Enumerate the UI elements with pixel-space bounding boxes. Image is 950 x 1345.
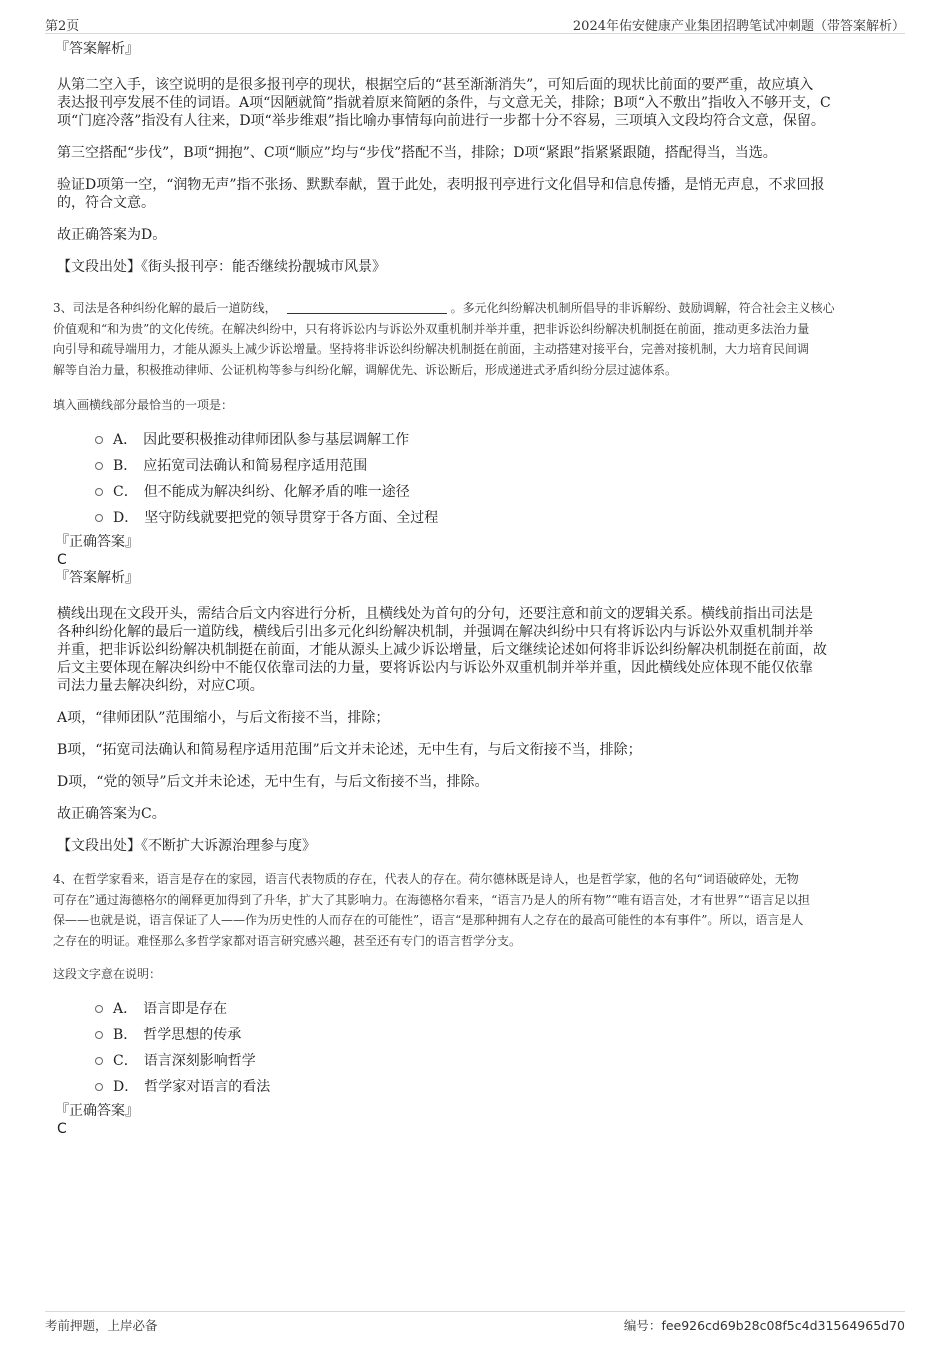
option-text: 应拓宽司法确认和简易程序适用范围 <box>143 458 368 474</box>
radio-icon[interactable] <box>95 436 103 444</box>
radio-icon[interactable] <box>95 1005 103 1013</box>
page-content <box>53 40 897 1138</box>
question-3-source: 【文段出处】《不断扩大诉源治理参与度》 <box>57 838 316 854</box>
question-3-answer: C <box>57 552 67 568</box>
text-line: 验证D项第一空，“润物无声”指不张扬、默默奉献，置于此处，表明报刊亭进行文化倡导和信息传播，是悄无声息，不求回报 <box>57 177 825 193</box>
q2-source: 【文段出处】《街头报刊亭：能否继续扮靓城市风景》 <box>57 259 386 275</box>
option-b-note: B项，“拓宽司法确认和简易程序适用范围”后文并未论述，无中生有，与后文衔接不当，排除； <box>57 742 642 758</box>
question-3-conclusion: 故正确答案为C。 <box>57 806 166 822</box>
text-line: 价值观和“和为贵”的文化传统。在解决纠纷中，只有将诉讼内与诉讼外双重机制并举并重，把非诉讼纠纷解决机制挺在前面，推动更多法治力量 <box>53 321 810 336</box>
question-4-prompt: 这段文字意在说明： <box>53 967 162 981</box>
option-a[interactable] <box>95 427 897 453</box>
text-line: 从第二空入手，该空说明的是很多报刊亭的现状，根据空后的“甚至渐渐消失”，可知后面的现状比前面的要严重，故应填入 <box>57 77 814 93</box>
question-4-answer: C <box>57 1121 67 1137</box>
option-text: 坚守防线就要把党的领导贯穿于各方面、全过程 <box>144 510 439 526</box>
option-letter: A． <box>113 1001 138 1017</box>
option-letter: B． <box>113 1027 138 1043</box>
option-text: 但不能成为解决纠纷、化解矛盾的唯一途径 <box>143 484 410 500</box>
option-d[interactable] <box>95 505 897 531</box>
option-letter: D． <box>113 510 139 526</box>
text-line: 4、在哲学家看来，语言是存在的家园，语言代表物质的存在，代表人的存在。荷尔德林既是诗人，也是哲学家，他的名句“词语破碎处，无物 <box>53 872 799 886</box>
document-code <box>624 1316 905 1334</box>
text-line: 表达报刊亭发展不佳的词语。A项“因陋就简”指就着原来简陋的条件，与文意无关，排除；B项“入不敷出”指收入不够开支，C <box>57 95 831 111</box>
option-text: 哲学思想的传承 <box>143 1027 242 1043</box>
option-text: 语言深刻影响哲学 <box>143 1053 256 1069</box>
option-text: 因此要积极推动律师团队参与基层调解工作 <box>143 432 410 448</box>
option-a-note: A项，“律师团队”范围缩小，与后文衔接不当，排除； <box>57 710 390 726</box>
option-text: 语言即是存在 <box>143 1001 228 1017</box>
question-3-options <box>95 427 897 531</box>
footer-slogan: 考前押题，上岸必备 <box>45 1318 158 1333</box>
text-line <box>53 298 897 319</box>
q2-analysis-paragraph-1 <box>57 76 897 130</box>
text-line: 横线出现在文段开头，需结合后文内容进行分析，且横线处为首句的分句，还要注意和前文的逻辑关系。横线前指出司法是 <box>57 606 813 622</box>
text-line: 并重，把非诉讼纠纷解决机制挺在前面，才能从源头上减少诉讼增量，后文继续论述如何将非诉讼纠纷解决机制挺在前面，故 <box>57 642 827 658</box>
option-letter: D． <box>113 1079 139 1095</box>
page-header <box>45 13 905 34</box>
option-text: 哲学家对语言的看法 <box>144 1079 271 1095</box>
question-4-stem <box>53 869 897 951</box>
q2-conclusion: 故正确答案为D。 <box>57 227 167 243</box>
code-value: fee926cd69b28c08f5c4d31564965d70 <box>661 1318 905 1333</box>
option-letter: A． <box>113 432 138 448</box>
radio-icon[interactable] <box>95 488 103 496</box>
document-title: 2024年佑安健康产业集团招聘笔试冲刺题（带答案解析） <box>572 19 905 34</box>
correct-answer-label: 『正确答案』 <box>55 1103 139 1119</box>
stem-text: 。多元化纠纷解决机制所倡导的非诉解纷、鼓励调解，符合社会主义核心 <box>450 301 835 315</box>
analysis-label: 『答案解析』 <box>55 41 139 57</box>
text-line: 之存在的明证。难怪那么多哲学家都对语言研究感兴趣，甚至还有专门的语言哲学分支。 <box>53 933 522 948</box>
option-letter: C． <box>113 484 138 500</box>
stem-text: 3、司法是各种纠纷化解的最后一道防线， <box>53 301 277 315</box>
radio-icon[interactable] <box>95 1083 103 1091</box>
text-line: 项“门庭冷落”指没有人往来，D项“举步维艰”指比喻办事情每向前进行一步都十分不容易，三项填入文段均符合文意，保留。 <box>57 113 825 129</box>
text-line: 解等自治力量，积极推动律师、公证机构等参与纠纷化解，调解优先、诉讼断后，形成递进式矛盾纠纷分层过滤体系。 <box>53 362 678 377</box>
text-line: 司法力量去解决纠纷，对应C项。 <box>57 678 264 694</box>
option-d[interactable] <box>95 1074 897 1100</box>
page-number: 第2页 <box>45 19 80 34</box>
option-c[interactable] <box>95 479 897 505</box>
code-label: 编号： <box>623 1318 662 1333</box>
question-4-options <box>95 996 897 1100</box>
text-line: 保——也就是说，语言保证了人——作为历史性的人而存在的可能性”，语言“是那种拥有人之存在的最高可能性的本有事件”。所以，语言是人 <box>53 913 804 927</box>
text-line: 向引导和疏导端用力，才能从源头上减少诉讼增量。坚持将非诉讼纠纷解决机制挺在前面，主动搭建对接平台，完善对接机制，大力培育民间调 <box>53 342 810 356</box>
text-line: 的，符合文意。 <box>57 195 155 211</box>
question-3-prompt: 填入画横线部分最恰当的一项是： <box>53 398 234 412</box>
radio-icon[interactable] <box>95 1031 103 1039</box>
option-c[interactable] <box>95 1048 897 1074</box>
q2-analysis-paragraph-3 <box>57 176 897 212</box>
option-a[interactable] <box>95 996 897 1022</box>
question-3-stem <box>53 298 897 380</box>
option-d-note: D项，“党的领导”后文并未论述，无中生有，与后文衔接不当，排除。 <box>57 774 489 790</box>
correct-answer-label: 『正确答案』 <box>55 534 139 550</box>
option-letter: C． <box>113 1053 138 1069</box>
answer-blank <box>287 300 447 314</box>
radio-icon[interactable] <box>95 462 103 470</box>
q2-analysis-paragraph-2: 第三空搭配“步伐”，B项“拥抱”、C项“顺应”均与“步伐”搭配不当，排除；D项“紧跟”指紧紧跟随，搭配得当，当选。 <box>57 145 777 161</box>
page-footer <box>45 1311 905 1334</box>
radio-icon[interactable] <box>95 514 103 522</box>
question-3-analysis <box>57 605 897 695</box>
radio-icon[interactable] <box>95 1057 103 1065</box>
option-b[interactable] <box>95 1022 897 1048</box>
text-line: 各种纠纷化解的最后一道防线，横线后引出多元化纠纷解决机制，并强调在解决纠纷中只有将诉讼内与诉讼外双重机制并举 <box>57 624 813 640</box>
option-letter: B． <box>113 458 138 474</box>
text-line: 后文主要体现在解决纠纷中不能仅依靠司法的力量，要将诉讼内与诉讼外双重机制并举并重，因此横线处应体现不能仅依靠 <box>57 660 813 676</box>
text-line: 可存在”通过海德格尔的阐释更加得到了升华，扩大了其影响力。在海德格尔看来，“语言乃是人的所有物”“唯有语言处，才有世界”“语言足以担 <box>53 892 810 907</box>
analysis-label: 『答案解析』 <box>55 570 139 586</box>
option-b[interactable] <box>95 453 897 479</box>
